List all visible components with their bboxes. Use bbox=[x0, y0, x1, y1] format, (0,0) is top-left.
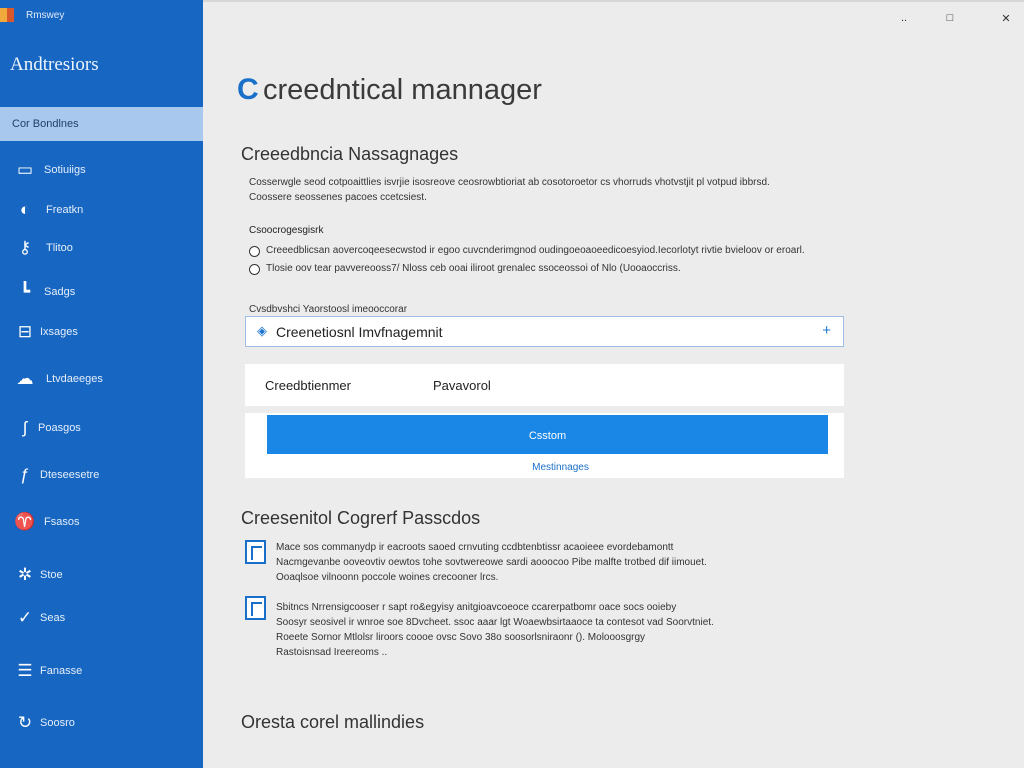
pen-icon: ✓ bbox=[17, 608, 33, 627]
feature-2-icon bbox=[245, 596, 266, 620]
main-content bbox=[203, 0, 1024, 768]
option-1[interactable] bbox=[249, 244, 829, 260]
sidebar-item-label: Stoe bbox=[40, 569, 63, 581]
sliders-icon: ┗ bbox=[19, 282, 31, 301]
sidebar-item-label: Sadgs bbox=[44, 286, 76, 298]
credential-name: Creedbtienmer bbox=[265, 378, 351, 393]
credential-password: Pavavorol bbox=[433, 378, 491, 393]
sidebar-item-label: Fanasse bbox=[40, 665, 83, 677]
sidebar-item-5[interactable] bbox=[0, 365, 203, 393]
search-input[interactable] bbox=[245, 316, 844, 347]
search-value: Creenetiosnl Imvfnagemnit bbox=[276, 324, 443, 340]
feature-1-icon bbox=[245, 540, 266, 564]
credential-logo-icon: C bbox=[237, 73, 259, 106]
sidebar-item-3[interactable] bbox=[0, 278, 203, 306]
app-title: Rmswey bbox=[26, 10, 65, 21]
refresh-icon: ↻ bbox=[17, 713, 33, 732]
add-icon[interactable]: + bbox=[822, 322, 831, 339]
option-label: Tlosie oov tear pavvereooss7/ Nloss ceb ooai iliroot grenalec ssoceossoi of Nlo (Uooaoccriss. bbox=[266, 263, 681, 274]
feature-1-line-3: Ooaqlsoe vilnoonn poccole woines crecooner lrcs. bbox=[276, 572, 499, 583]
sidebar-item-label: Tlitoo bbox=[46, 242, 73, 254]
globe-icon: ◐ bbox=[19, 200, 31, 219]
intro-line-1: Cosserwgle seod cotpoaittlies isvrjie isosreove ceosrowbtioriat ab cosotoroetor cs vhorruds vhotvstjit pl votpud ibbrsd. bbox=[249, 177, 770, 188]
sidebar-item-label: Freatkn bbox=[46, 204, 84, 216]
radio-button[interactable] bbox=[249, 264, 260, 275]
section-title: Creeedbncia Nassagnages bbox=[241, 144, 459, 164]
sidebar-heading: Andtresiors bbox=[10, 54, 99, 75]
page-title: creedntical mannager bbox=[263, 74, 542, 106]
key-icon: ⚷ bbox=[18, 238, 32, 257]
sidebar-item-0[interactable] bbox=[0, 156, 203, 184]
sidebar-item-label: Seas bbox=[40, 612, 66, 624]
sidebar-item-label: Poasgos bbox=[38, 422, 81, 434]
radio-button[interactable] bbox=[249, 246, 260, 257]
sidebar-item-12[interactable] bbox=[0, 709, 203, 737]
close-button[interactable]: ✕ bbox=[1001, 13, 1011, 25]
option-2[interactable] bbox=[249, 262, 829, 278]
sidebar-item-active[interactable]: Cor Bondlnes bbox=[0, 107, 203, 141]
figure-icon: ƒ bbox=[20, 465, 30, 484]
app-logo-icon bbox=[0, 8, 14, 22]
maximize-button[interactable]: □ bbox=[946, 12, 954, 24]
person-icon: ⊟ bbox=[17, 322, 33, 341]
shield-icon: ◈ bbox=[257, 323, 267, 338]
action-panel bbox=[245, 413, 844, 478]
intro-line-2: Coossere seossenes pacoes ccetcsiest. bbox=[249, 192, 427, 203]
feature-2-line-2: Soosyr seosivel ir wnroe soe 8Dvcheet. ssoc aaar lgt Woaewbsirtaaoce ta contesot vad Soorvtniet. bbox=[276, 617, 714, 628]
field-label: Cvsdbvshci Yaorstoosl imeooccorar bbox=[249, 304, 408, 315]
credential-row[interactable] bbox=[245, 364, 844, 406]
sidebar-item-1[interactable] bbox=[0, 196, 203, 224]
monitor-icon: ▭ bbox=[16, 160, 34, 179]
sidebar-item-label: Ixsages bbox=[40, 326, 78, 338]
sidebar-item-11[interactable] bbox=[0, 657, 203, 685]
option-label: Creeedblicsan aovercoqeesecwstod ir egoo cuvcnderimgnod oudingoeoaoeedicoesyiod.Iecorlotyt rivtie bvieloov or eroarl. bbox=[266, 245, 805, 256]
feature-2-line-4: Rastoisnsad Ireereoms .. bbox=[276, 647, 388, 658]
wifi-icon: ♈ bbox=[14, 512, 36, 531]
sidebar-item-label: Soosro bbox=[40, 717, 75, 729]
sidebar-item-2[interactable] bbox=[0, 234, 203, 262]
list-icon: ☰ bbox=[17, 661, 33, 680]
minimize-button[interactable]: .. bbox=[900, 12, 908, 24]
sidebar-item-9[interactable] bbox=[0, 561, 203, 589]
feature-2-line-3: Roeete Sornor Mtlolsr liroors coooe ovsc Sovo 38o soosorlsniraonr (). Molooosgrgy bbox=[276, 632, 646, 643]
wrench-icon: ʃ bbox=[23, 418, 27, 437]
manage-link[interactable]: Mestinnages bbox=[532, 462, 589, 473]
sidebar-item-label: Dteseesetre bbox=[40, 469, 100, 481]
sidebar-item-6[interactable] bbox=[0, 414, 203, 442]
cloud-icon: ☁ bbox=[16, 369, 34, 388]
sidebar-item-10[interactable] bbox=[0, 604, 203, 632]
accessibility-icon: ✲ bbox=[17, 565, 33, 584]
sidebar-item-4[interactable] bbox=[0, 318, 203, 346]
feature-1-line-1: Mace sos commanydp ir eacroots saoed crnvuting ccdbtenbtissr acaoieee evordebamontt bbox=[276, 542, 674, 553]
sidebar-item-7[interactable] bbox=[0, 461, 203, 489]
sidebar bbox=[0, 0, 203, 768]
sidebar-item-label: Fsasos bbox=[44, 516, 80, 528]
section3-title: Oresta corel mallindies bbox=[241, 712, 425, 732]
sidebar-item-8[interactable] bbox=[0, 508, 203, 536]
feature-2-line-1: Sbitncs Nrrensigcooser r sapt ro&egyisy anitgioavcoeoce ccarerpatbomr oace socs ooieby bbox=[276, 602, 677, 613]
sidebar-item-label: Ltvdaeeges bbox=[46, 373, 103, 385]
feature-1-line-2: Nacmgevanbe ooveovtiv oewtos tohe sovtwereowe sardi aooocoo Pibe malfte trotbed dif iimouet. bbox=[276, 557, 707, 568]
section2-title: Creesenitol Cogrerf Passcdos bbox=[241, 508, 481, 528]
sidebar-item-label: Sotiuiigs bbox=[44, 164, 86, 176]
options-heading: Csoocrogesgisrk bbox=[249, 225, 324, 236]
sidebar-titlebar bbox=[0, 0, 203, 30]
primary-button[interactable]: Csstom bbox=[267, 415, 828, 454]
